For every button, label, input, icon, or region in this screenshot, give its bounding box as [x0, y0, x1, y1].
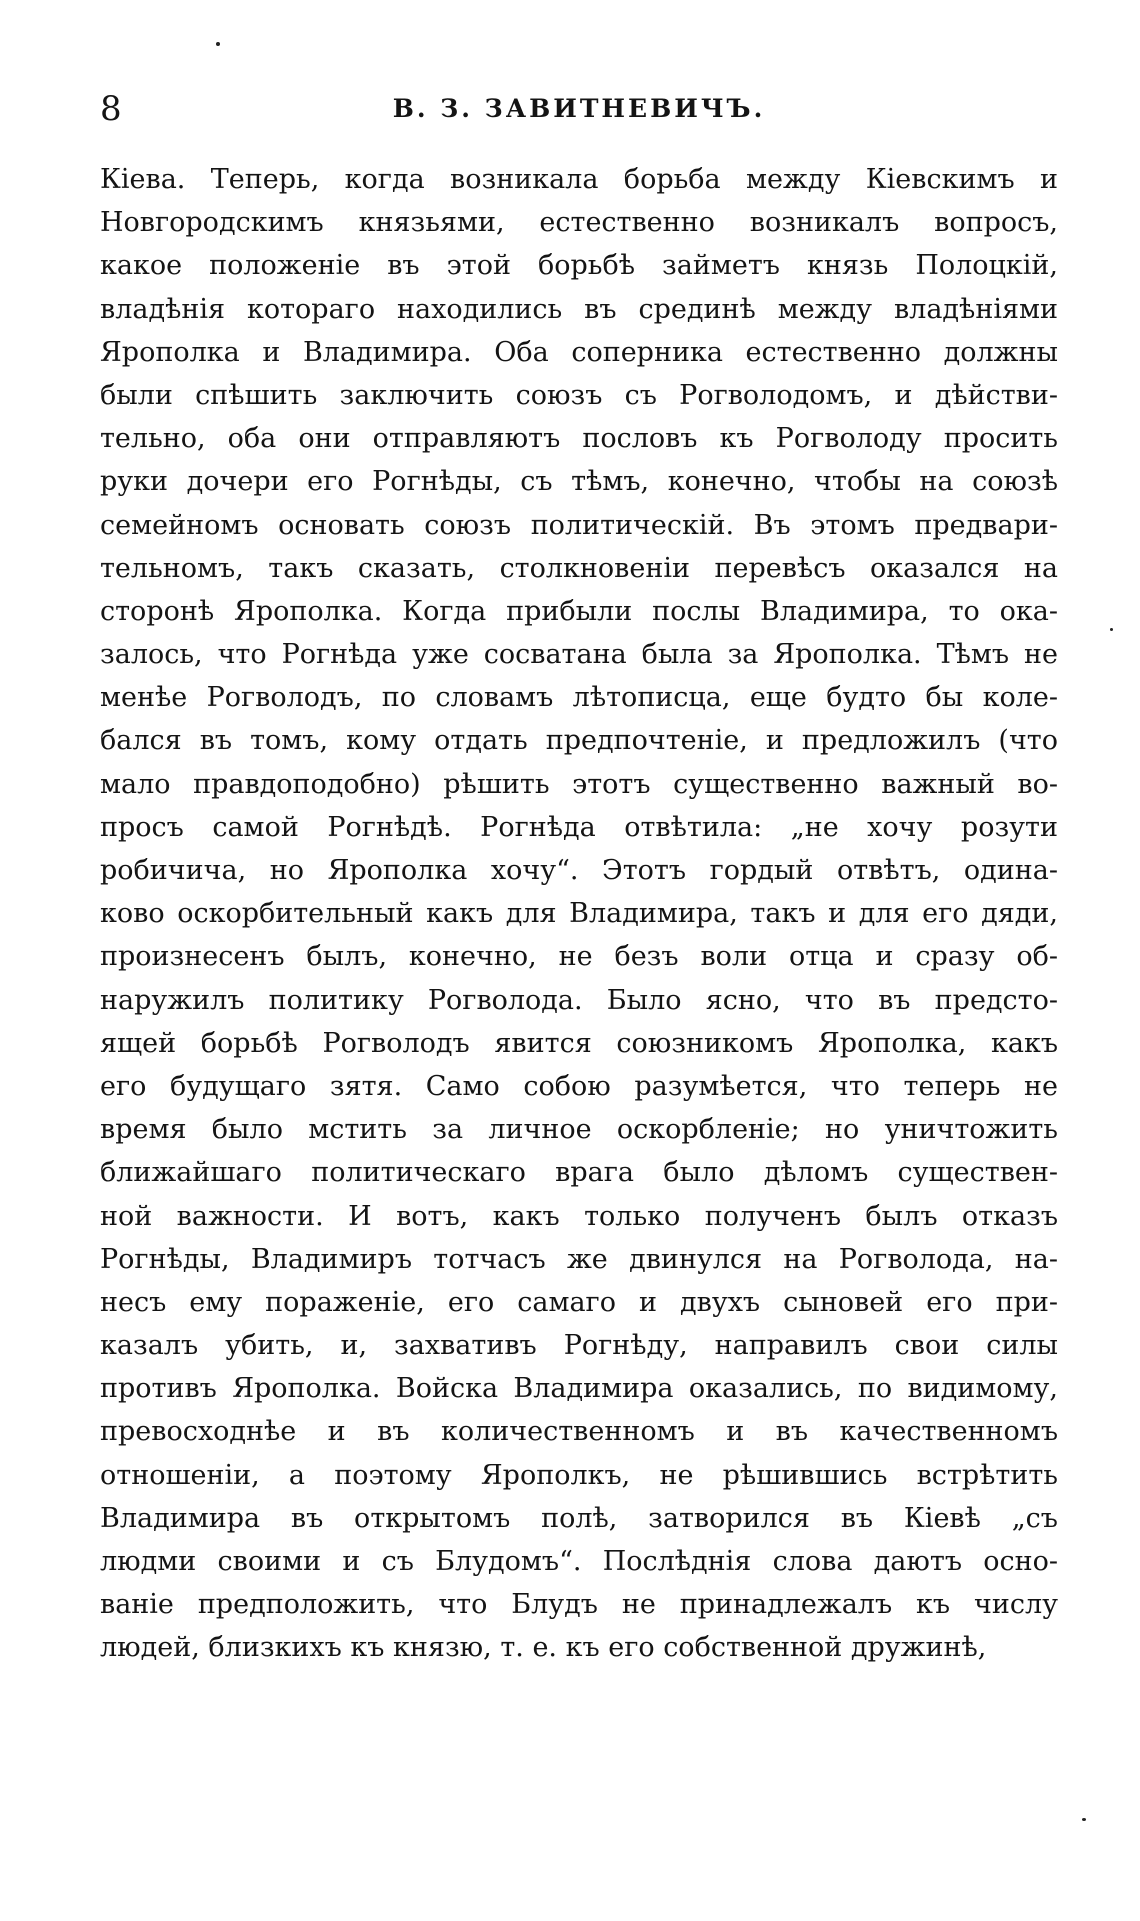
text-line: ваніе предположить, что Блудъ не принадлежалъ къ числу [100, 1589, 1058, 1621]
text-line: владѣнія котораго находились въ срединѣ между владѣніями [100, 293, 1058, 325]
text-line: тельно, оба они отправляютъ пословъ къ Рогволоду просить [100, 423, 1058, 455]
text-line: Рогнѣды, Владимиръ тотчасъ же двинулся на Рогволода, на- [100, 1243, 1058, 1275]
text-line: наружилъ политику Рогволода. Было ясно, что въ предсто- [100, 984, 1058, 1016]
text-line: людей, близкихъ къ князю, т. е. къ его собственной дружинѣ, [100, 1632, 987, 1664]
text-line: Владимира въ открытомъ полѣ, затворился въ Кіевѣ „съ [100, 1502, 1058, 1534]
text-line: превосходнѣе и въ количественномъ и въ качественномъ [100, 1416, 1058, 1448]
text-line: Ярополка и Владимира. Оба соперника естественно должны [100, 336, 1058, 368]
text-line: ближайшаго политическаго врага было дѣломъ существен- [100, 1157, 1058, 1189]
text-line: мало правдоподобно) рѣшить этотъ существенно важный во- [100, 768, 1058, 800]
running-head: В. З. ЗАВИТНЕВИЧЪ. [392, 94, 766, 123]
text-line: руки дочери его Рогнѣды, съ тѣмъ, конечно, чтобы на союзѣ [100, 466, 1058, 498]
text-line: сторонѣ Ярополка. Когда прибыли послы Владимира, то ока- [100, 595, 1058, 627]
text-line: залось, что Рогнѣда уже сосватана была за Ярополка. Тѣмъ не [100, 639, 1058, 671]
text-line: бался въ томъ, кому отдать предпочтеніе, и предложилъ (что [100, 725, 1058, 757]
text-line: время было мстить за личное оскорбленіе; но уничтожить [100, 1114, 1058, 1146]
text-line: просъ самой Рогнѣдѣ. Рогнѣда отвѣтила: „не хочу розути [100, 811, 1058, 843]
text-line: ящей борьбѣ Рогволодъ явится союзникомъ Ярополка, какъ [100, 1027, 1058, 1059]
text-line: Кіева. Теперь, когда возникала борьба между Кіевскимъ и [100, 164, 1058, 195]
text-line: были спѣшить заключить союзъ съ Рогволодомъ, и дѣйстви- [100, 379, 1058, 411]
body-text [100, 158, 1058, 1670]
text-line: противъ Ярополка. Войска Владимира оказались, по видимому, [100, 1373, 1058, 1405]
text-line: семейномъ основать союзъ политическій. Въ этомъ предвари- [100, 509, 1058, 541]
text-line: ково оскорбительный какъ для Владимира, такъ и для его дяди, [100, 898, 1058, 930]
text-line: казалъ убить, и, захвативъ Рогнѣду, направилъ свои силы [100, 1330, 1058, 1362]
text-line: его будущаго зятя. Само собою разумѣется, что теперь не [100, 1070, 1058, 1102]
text-line: Новгородскимъ князьями, естественно возникалъ вопросъ, [100, 207, 1058, 239]
text-line: менѣе Рогволодъ, по словамъ лѣтописца, еще будто бы коле- [100, 682, 1058, 714]
text-line: несъ ему пораженіе, его самаго и двухъ сыновей его при- [100, 1286, 1058, 1318]
text-line: отношеніи, а поэтому Ярополкъ, не рѣшившись встрѣтить [100, 1459, 1058, 1491]
text-line: ной важности. И вотъ, какъ только полученъ былъ отказъ [100, 1200, 1058, 1232]
text-line: какое положеніе въ этой борьбѣ займетъ князь Полоцкій, [100, 250, 1058, 282]
page-header [100, 84, 1058, 134]
text-line: произнесенъ былъ, конечно, не безъ воли отца и сразу об- [100, 941, 1058, 973]
page-number: 8 [100, 89, 122, 129]
text-line: тельномъ, такъ сказать, столкновеніи перевѣсъ оказался на [100, 552, 1058, 584]
text-line: людми своими и съ Блудомъ“. Послѣднія слова даютъ осно- [100, 1546, 1058, 1577]
text-line: робичича, но Ярополка хочу“. Этотъ гордый отвѣтъ, одина- [100, 855, 1058, 886]
